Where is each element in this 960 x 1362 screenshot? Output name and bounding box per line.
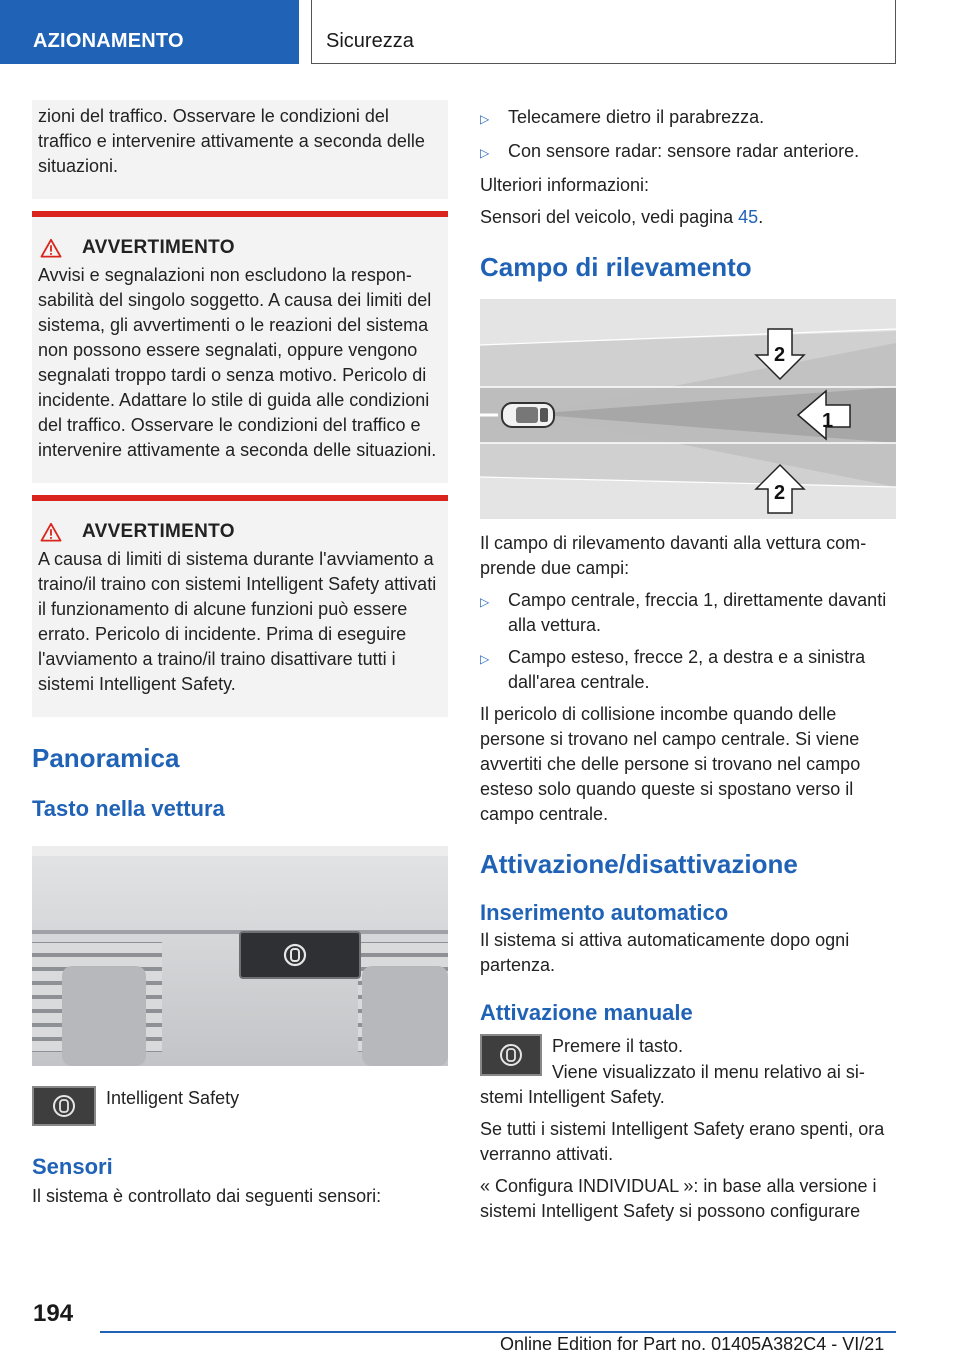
bullet-triangle-icon: ▷ — [480, 595, 490, 609]
list-item: ▷ Con sensore radar: sensore radar anteriore. — [480, 139, 896, 166]
warning-title — [38, 235, 442, 260]
note-text: zioni del traffico. Osservare le condizioni del traffico e intervenire attivamente a seconda delle situazioni. — [38, 106, 425, 176]
detection-range-diagram — [480, 299, 896, 519]
warning-title — [38, 519, 442, 544]
warning-title-text: AVVERTIMENTO — [82, 237, 235, 258]
note-box — [32, 100, 448, 199]
heading-sensors: Sensori — [32, 1154, 113, 1179]
page-reference: Sensori del veicolo, vedi pagina 45. — [480, 207, 764, 227]
section-tab: AZIONAMENTO — [0, 0, 299, 64]
page-number: 194 — [33, 1300, 74, 1327]
heading-button: Tasto nella vettura — [32, 796, 225, 821]
bullet-triangle-icon: ▷ — [480, 146, 490, 160]
intelligent-safety-button-icon — [32, 1086, 96, 1126]
list-item: ▷ Campo esteso, frecce 2, a destra e a sinistra dall'area centrale. — [480, 645, 896, 695]
footer-rule — [100, 1331, 896, 1333]
heading-overview: Panoramica — [32, 743, 180, 773]
heading-auto: Inserimento automatico — [480, 900, 729, 925]
left-column — [32, 100, 448, 1209]
warning-box-1 — [32, 211, 448, 483]
diagram-label-center: 1 — [822, 410, 834, 432]
footer-edition: Online Edition for Part no. 01405A382C4 - VI/21 — [500, 1334, 885, 1354]
manual-step-1: Premere il tasto. — [552, 1036, 684, 1056]
warning-text: Avvisi e segnalazioni non escludono la responsabilità del singolo soggetto. A causa dei limiti del sistema, gli avvertimenti o le reazioni del sistema non possono essere segnalati, oppure vengono segnalati troppo tardi o senza motivo. Pericolo di incidente. Adattare lo stile di guida alle condizioni del traffico. Osservare le condizioni del traffico e intervenire attivamente a seconda delle situazioni. — [38, 265, 437, 460]
button-legend — [32, 1086, 448, 1126]
warning-title-text: AVVERTIMENTO — [82, 521, 235, 542]
warning-box-2 — [32, 495, 448, 717]
detection-range-illustration — [480, 299, 896, 519]
car-icon — [502, 403, 554, 427]
warning-text: A causa di limiti di sistema durante l'avviamento a traino/il traino con sistemi Intelligent Safety attivati il funzionamento di alcune funzioni può essere errato. Pericolo di incidente. Prima di eseguire l'avviamento a traino/il traino disattivare tutti i sistemi Intelligent Safety. — [38, 549, 437, 694]
heading-detection-range: Campo di rilevamento — [480, 252, 752, 282]
bullet-triangle-icon: ▷ — [480, 112, 490, 126]
list-item: ▷ Telecamere dietro il parabrezza. — [480, 105, 896, 132]
button-label: Intelligent Safety — [106, 1088, 240, 1108]
warning-triangle-icon — [40, 522, 62, 542]
auto-text: Il sistema si attiva automaticamente dopo ogni partenza. — [480, 930, 850, 975]
sensors-text: Il sistema è controllato dai seguenti sensori: — [32, 1186, 382, 1206]
diagram-label-top: 2 — [774, 344, 786, 366]
bullet-triangle-icon: ▷ — [480, 652, 490, 666]
heading-activation: Attivazione/disattivazione — [480, 849, 798, 879]
list-item: ▷ Campo centrale, freccia 1, direttamente davanti alla vettura. — [480, 588, 896, 638]
button-photo — [32, 846, 448, 1066]
manual-text-2: « Configura INDIVIDUAL »: in base alla versione i sistemi Intelligent Safety si possono configurare — [480, 1176, 877, 1221]
more-info: Ulteriori informazioni: — [480, 175, 650, 195]
range-intro: Il campo di rilevamento davanti alla vettura comprende due campi: — [480, 533, 867, 578]
intelligent-safety-button-icon — [480, 1034, 542, 1076]
right-column — [480, 100, 896, 1224]
heading-manual: Attivazione manuale — [480, 1000, 693, 1025]
warning-triangle-icon — [40, 238, 62, 258]
diagram-label-bottom: 2 — [774, 482, 786, 504]
dashboard-vents-illustration — [32, 846, 448, 1066]
page-link[interactable]: 45 — [738, 207, 759, 227]
chapter-title: Sicurezza — [311, 0, 896, 64]
range-text: Il pericolo di collisione incombe quando delle persone si trovano nel campo centrale. Si viene avvertiti che delle persone si trovano nel campo esteso solo quando queste si spostano verso il campo centrale. — [480, 704, 861, 824]
manual-text-1: Se tutti i sistemi Intelligent Safety erano spenti, ora verranno attivati. — [480, 1119, 885, 1164]
manual-step-2: Viene visualizzato il menu relativo ai sistemi Intelligent Safety. — [480, 1062, 865, 1107]
